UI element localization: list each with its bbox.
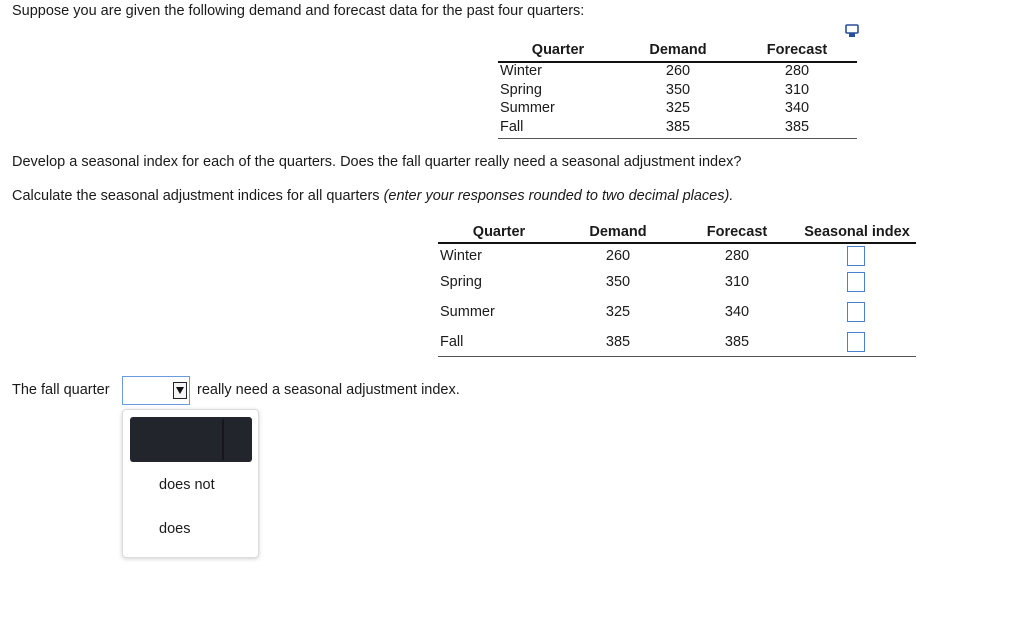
table2-header-forecast: Forecast	[706, 224, 768, 240]
table2-row-demand: 350	[605, 274, 631, 290]
table1-bottom-rule	[498, 138, 857, 139]
intro-text: Suppose you are given the following demand and forecast data for the past four quarters:	[12, 3, 585, 19]
table2-row-quarter: Fall	[440, 334, 464, 350]
seasonal-index-input-winter[interactable]	[847, 246, 865, 266]
table1-row-demand: 350	[665, 82, 691, 98]
seasonal-index-input-fall[interactable]	[847, 332, 865, 352]
fall-quarter-label: The fall quarter	[12, 382, 110, 398]
table1-header-demand: Demand	[649, 42, 707, 58]
table1-row-quarter: Spring	[500, 82, 542, 98]
table2-row-demand: 385	[605, 334, 631, 350]
question-text: Develop a seasonal index for each of the quarters. Does the fall quarter really need a seasonal adjustment index?	[12, 154, 742, 170]
table2-top-rule	[438, 242, 916, 244]
table2-header-seasonal-index: Seasonal index	[804, 224, 910, 240]
table1-row-quarter: Fall	[500, 119, 524, 135]
table1-row-forecast: 310	[784, 82, 810, 98]
dropdown-option-does-not[interactable]: does not	[159, 477, 215, 493]
dropdown-arrow-icon[interactable]	[173, 382, 187, 399]
fall-quarter-dropdown-menu	[122, 409, 259, 558]
table1-row-forecast: 385	[784, 119, 810, 135]
table1-row-forecast: 280	[784, 63, 810, 79]
table2-row-forecast: 310	[724, 274, 750, 290]
table1-row-demand: 325	[665, 100, 691, 116]
dropdown-option-does[interactable]: does	[159, 521, 191, 537]
table1-row-quarter: Winter	[500, 63, 542, 79]
table1-row-demand: 385	[665, 119, 691, 135]
table2-row-quarter: Winter	[440, 248, 482, 264]
table1-header-quarter: Quarter	[531, 42, 585, 58]
instruction-text	[12, 188, 733, 204]
table1-row-demand: 260	[665, 63, 691, 79]
table1-row-forecast: 340	[784, 100, 810, 116]
fall-quarter-select[interactable]	[122, 376, 190, 405]
table2-row-forecast: 385	[724, 334, 750, 350]
copy-icon[interactable]	[845, 24, 859, 38]
table2-bottom-rule	[438, 356, 916, 357]
table2-header-quarter: Quarter	[472, 224, 526, 240]
table1-row-quarter: Summer	[500, 100, 555, 116]
table2-row-demand: 260	[605, 248, 631, 264]
seasonal-index-input-spring[interactable]	[847, 272, 865, 292]
table2-row-forecast: 280	[724, 248, 750, 264]
table2-header-demand: Demand	[589, 224, 647, 240]
table2-row-demand: 325	[605, 304, 631, 320]
table2-row-quarter: Spring	[440, 274, 482, 290]
instruction-italic: (enter your responses rounded to two decimal places).	[383, 188, 734, 204]
table2-row-quarter: Summer	[440, 304, 495, 320]
seasonal-index-input-summer[interactable]	[847, 302, 865, 322]
table1-header-forecast: Forecast	[766, 42, 828, 58]
table2-row-forecast: 340	[724, 304, 750, 320]
dropdown-option-blank[interactable]	[130, 417, 252, 462]
instruction-lead: Calculate the seasonal adjustment indices for all quarters	[12, 188, 384, 204]
fall-quarter-sentence-end: really need a seasonal adjustment index.	[197, 382, 460, 398]
